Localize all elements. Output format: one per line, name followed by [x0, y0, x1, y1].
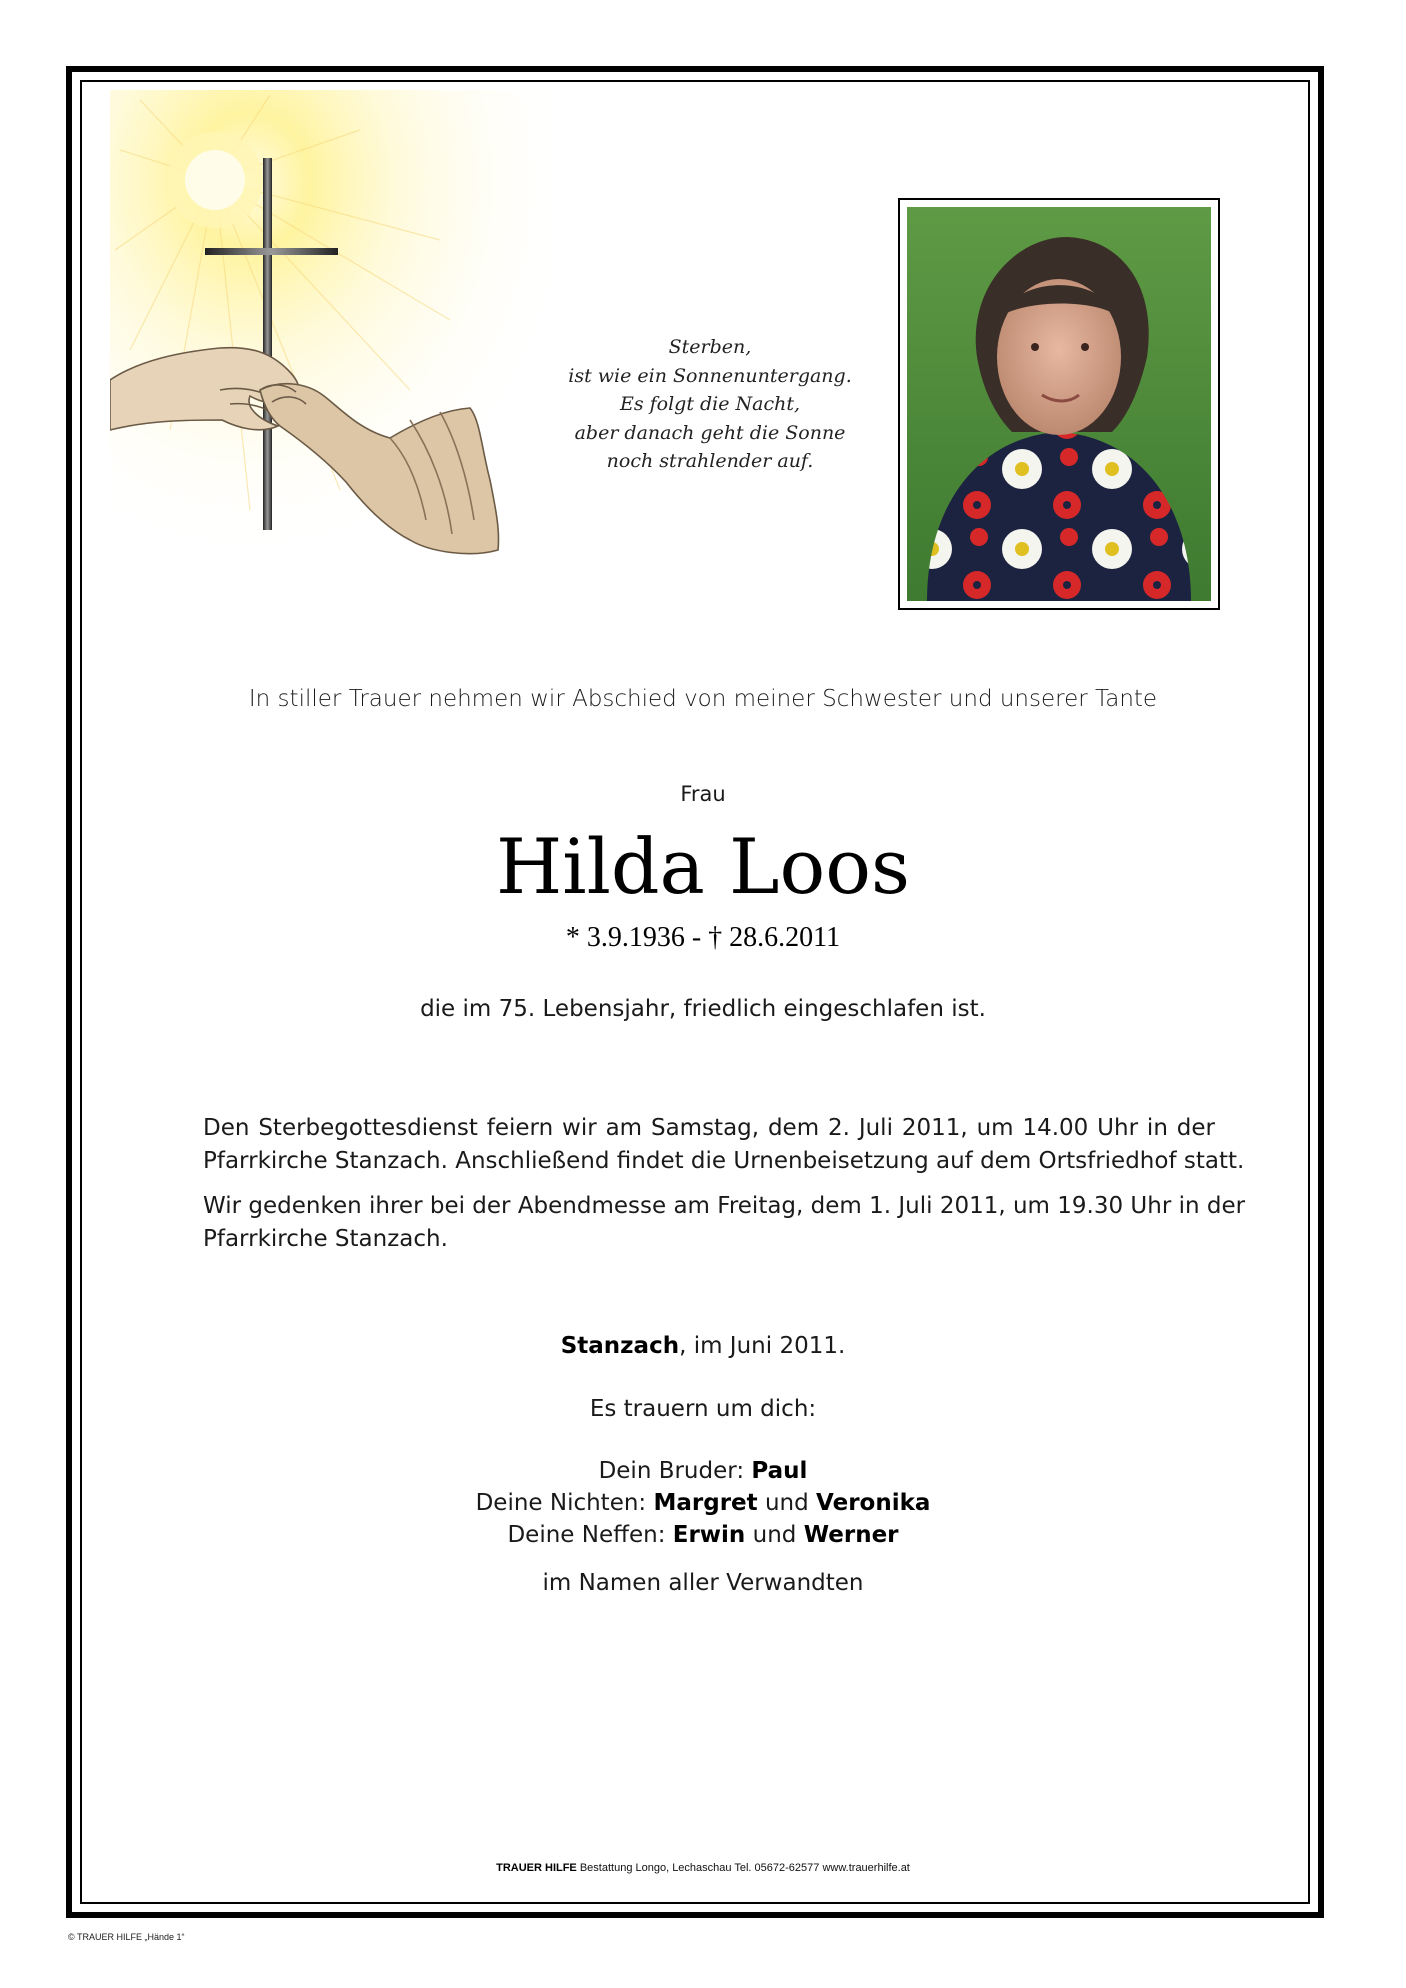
- closing-line: im Namen aller Verwandten: [542, 1570, 864, 1596]
- service-paragraph-line: Den Sterbegottesdienst feiern wir am Samstag, dem 2. Juli 2011, um 14.00 Uhr in der: [203, 1115, 1215, 1141]
- poem-line: Sterben,: [668, 336, 752, 358]
- relative-name: Erwin: [672, 1522, 746, 1548]
- mourners-intro: Es trauern um dich:: [589, 1396, 817, 1422]
- mass-paragraph: [203, 1190, 1246, 1256]
- relative-name: Paul: [751, 1458, 808, 1484]
- birth-death-dates: * 3.9.1936 - † 28.6.2011: [565, 922, 841, 953]
- intro-line: In stiller Trauer nehmen wir Abschied von meiner Schwester und unserer Tante: [248, 686, 1158, 712]
- relative-line-brother: [120, 1458, 1286, 1484]
- relative-line-nieces: [120, 1490, 1286, 1516]
- conjunction: und: [757, 1490, 817, 1516]
- relation-label: Dein Bruder:: [598, 1458, 752, 1484]
- mass-paragraph-line: Pfarrkirche Stanzach.: [203, 1226, 448, 1252]
- footer: [120, 1862, 1286, 1874]
- poem-line: noch strahlender auf.: [606, 450, 814, 472]
- service-paragraph: [203, 1112, 1245, 1178]
- salutation: Frau: [680, 782, 726, 806]
- age-line: die im 75. Lebensjahr, friedlich eingeschlafen ist.: [420, 996, 986, 1022]
- poem-line: Es folgt die Nacht,: [619, 393, 801, 415]
- relative-name: Veronika: [816, 1490, 931, 1516]
- place-name: Stanzach: [560, 1333, 680, 1359]
- relation-label: Deine Nichten:: [475, 1490, 654, 1516]
- image-credit: © TRAUER HILFE „Hände 1“: [68, 1932, 185, 1942]
- relation-label: Deine Neffen:: [507, 1522, 673, 1548]
- relative-line-nephews: [120, 1522, 1286, 1548]
- service-paragraph-line: Pfarrkirche Stanzach. Anschließend findet die Urnenbeisetzung auf dem Ortsfriedhof statt.: [203, 1148, 1245, 1174]
- footer-brand: TRAUER HILFE: [496, 1862, 577, 1874]
- place-date-line: [120, 1333, 1286, 1359]
- poem-line: ist wie ein Sonnenuntergang.: [568, 364, 852, 387]
- relative-name: Margret: [653, 1490, 758, 1516]
- footer-details: Bestattung Longo, Lechaschau Tel. 05672-62577 www.trauerhilfe.at: [576, 1862, 910, 1874]
- date-text: , im Juni 2011.: [679, 1333, 846, 1359]
- conjunction: und: [745, 1522, 804, 1548]
- portrait-photo: [907, 207, 1211, 601]
- sun-cross-hands-illustration: [110, 90, 550, 600]
- mass-paragraph-line: Wir gedenken ihrer bei der Abendmesse am Freitag, dem 1. Juli 2011, um 19.30 Uhr in der: [203, 1193, 1246, 1219]
- portrait-photo-frame: [898, 198, 1220, 610]
- poem-line: aber danach geht die Sonne: [574, 421, 846, 444]
- poem: [540, 333, 880, 476]
- deceased-name: Hilda Loos: [496, 822, 910, 911]
- relative-name: Werner: [803, 1522, 899, 1548]
